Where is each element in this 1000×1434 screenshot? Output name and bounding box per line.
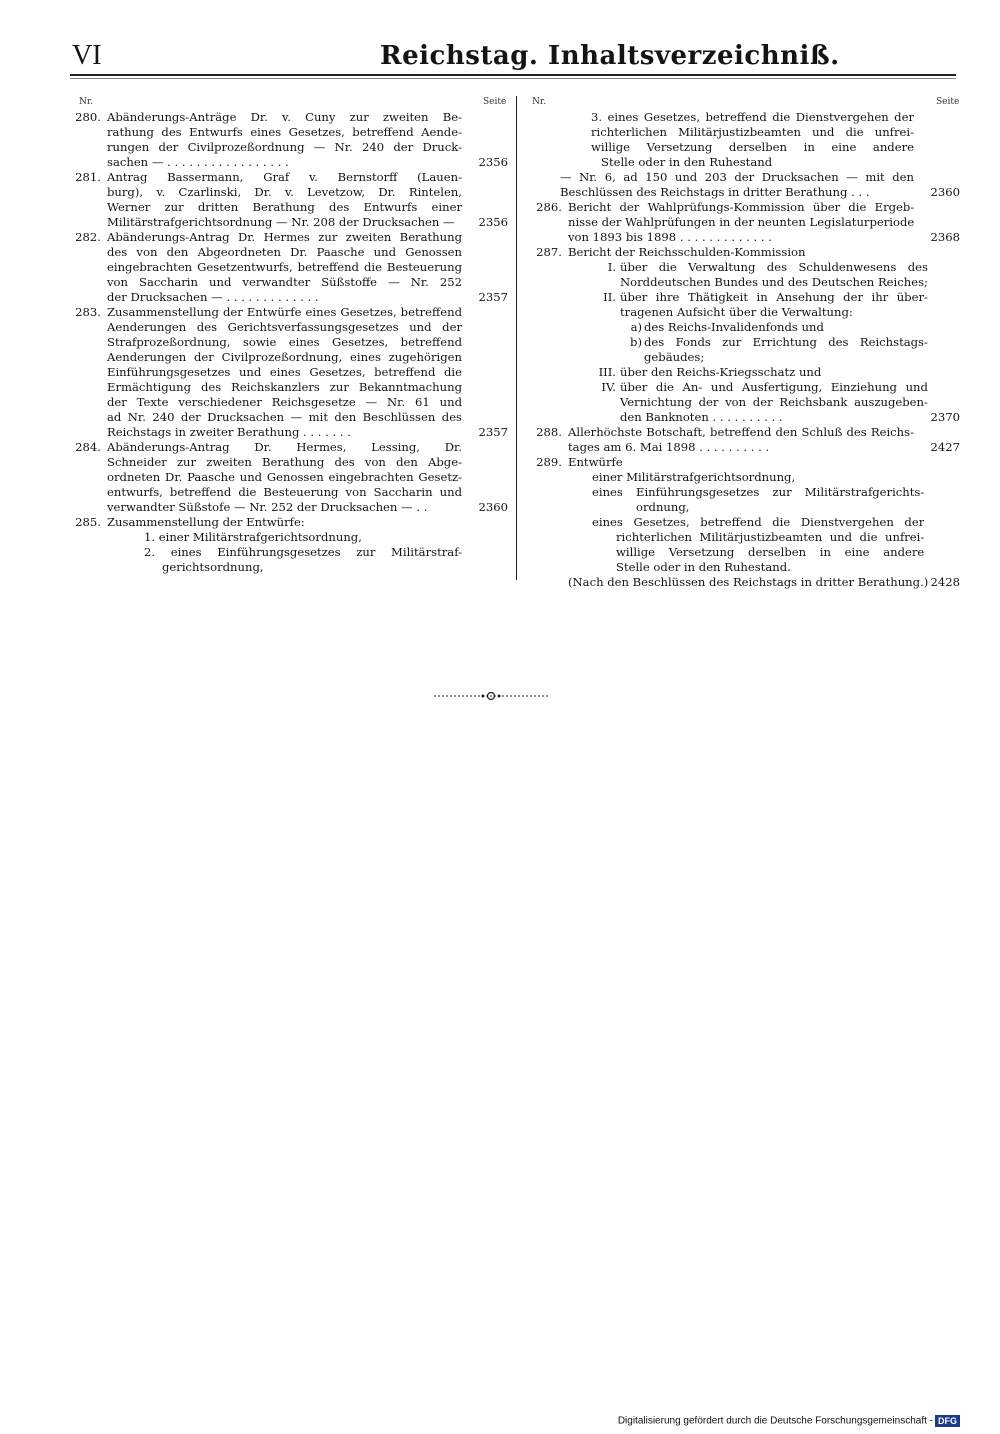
entry-line: der Drucksachen — . . . . . . . . . . . . . (107, 290, 319, 304)
page-reference: 2368 (930, 230, 960, 244)
entry-line: Einführungsgesetzes und eines Gesetzes, betreffend die (107, 365, 462, 379)
entry-line: der Texte verschiedener Reichsgesetze — Nr. 61 und (107, 395, 462, 409)
entry-line: eines Einführungsgesetzes zur Militärstrafgerichts- (592, 485, 925, 499)
entry-line: über die An- und Ausfertigung, Einziehung und (620, 380, 928, 394)
index-entry (523, 200, 960, 245)
page-reference: 2360 (478, 500, 508, 514)
item-mark: a) (630, 320, 642, 334)
footer-text: Digitalisierung gefördert durch die Deutsche Forschungsgemeinschaft - (617, 1415, 933, 1427)
entry-line: ordnung, (636, 500, 690, 514)
page-reference: 2356 (478, 155, 508, 169)
entry-text (107, 110, 508, 170)
entry-line: Stelle oder in den Ruhestand. (616, 560, 791, 574)
continued-tail (523, 170, 960, 200)
entry-line: Vernichtung der von der Reichsbank auszugeben- (620, 395, 928, 409)
entry-line: Aenderungen des Gerichtsverfassungsgesetzes und der (107, 320, 462, 334)
column-head-seite: Seite (483, 97, 507, 107)
entry-line: des Reichs-Invalidenfonds und (644, 320, 824, 334)
sub-item: gerichtsordnung, (162, 560, 264, 574)
entry-line: gebäudes; (644, 350, 705, 364)
entry-text (107, 230, 508, 305)
entry-line: tages am 6. Mai 1898 . . . . . . . . . . (568, 440, 770, 454)
entry-line: Strafprozeßordnung, sowie eines Gesetzes, betreffend (107, 335, 462, 349)
entry-line: sachen — . . . . . . . . . . . . . . . . . (107, 155, 289, 169)
sub-item (568, 260, 928, 290)
entry-text (568, 455, 970, 590)
column-divider (516, 96, 517, 580)
footer-credit (618, 1415, 960, 1427)
entry-line: entwurfs, betreffend die Besteuerung von Saccharin und (107, 485, 462, 499)
entry-text (568, 245, 974, 425)
entry-line: tragenen Aufsicht über die Verwaltung: (620, 305, 853, 319)
entry-line: richterlichen Militärjustizbeamten und die unfrei- (591, 125, 914, 139)
entry-line: Allerhöchste Botschaft, betreffend den Schluß des Reichs- (568, 425, 914, 439)
continued-entry (523, 110, 960, 200)
entry-line: über den Reichs-Kriegsschatz und (620, 365, 822, 379)
column-head-nr: Nr. (79, 97, 94, 107)
entry-text (107, 170, 508, 230)
entry-line: Ermächtigung des Reichskanzlers zur Bekanntmachung (107, 380, 462, 394)
entry-line: rungen der Civilprozeßordnung — Nr. 240 der Druck- (107, 140, 462, 154)
entry-line: von 1893 bis 1898 . . . . . . . . . . . . . (568, 230, 772, 244)
item-mark: b) (630, 335, 642, 349)
entry-number: 287. (536, 245, 562, 259)
item-mark: III. (598, 365, 616, 379)
entry-line: ordneten Dr. Paasche und Genossen eingebrachten Gesetz- (107, 470, 462, 484)
entry-number: 282. (75, 230, 101, 244)
entry-line: Militärstrafgerichtsordnung — Nr. 208 der Drucksachen — (107, 215, 455, 229)
index-entry (523, 425, 960, 455)
entry-line: Abänderungs-Anträge Dr. v. Cuny zur zweiten Be- (107, 110, 462, 124)
entry-line: willige Versetzung derselben in eine andere (616, 545, 925, 559)
index-entry (62, 110, 508, 170)
entry-text (107, 305, 508, 440)
entry-line: rathung des Entwurfs eines Gesetzes, betreffend Aende- (107, 125, 462, 139)
sub-item: 1. einer Militärstrafgerichtsordnung, (144, 530, 362, 544)
entry-number: 286. (536, 200, 562, 214)
entry-line: Stelle oder in den Ruhestand (601, 155, 773, 169)
sub-list (62, 530, 508, 575)
ornament-divider (434, 690, 549, 702)
entry-number: 289. (536, 455, 562, 469)
sub-item (568, 365, 928, 380)
entry-line: eingebrachten Gesetzentwurfs, betreffend die Besteuerung (107, 260, 462, 274)
entry-title: Entwürfe (568, 455, 623, 469)
entry-line: eines Gesetzes, betreffend die Dienstvergehen der (592, 515, 925, 529)
header-rule-thin (70, 78, 956, 79)
entry-line: einer Militärstrafgerichtsordnung, (592, 470, 796, 484)
entry-line: richterlichen Militärjustizbeamten und die unfrei- (616, 530, 925, 544)
dfg-logo: DFG (935, 1415, 960, 1427)
entry-line: Bericht der Wahlprüfungs-Kommission über die Ergeb- (568, 200, 915, 214)
left-column (62, 110, 508, 575)
page-reference: 2427 (930, 440, 960, 454)
sub-item (568, 320, 928, 335)
entry-line: verwandter Süßstofe — Nr. 252 der Drucksachen — . . (107, 500, 428, 514)
index-entry (62, 305, 508, 440)
entry-line: burg), v. Czarlinski, Dr. v. Levetzow, Dr. Rintelen, (107, 185, 462, 199)
entry-line: Zusammenstellung der Entwürfe: (107, 515, 305, 529)
entry-line: von Saccharin und verwandter Süßstoffe — Nr. 252 (107, 275, 462, 289)
entry-line: den Banknoten . . . . . . . . . . (620, 410, 783, 424)
index-entry (523, 245, 960, 425)
entry-text (568, 200, 960, 245)
index-entry (62, 515, 508, 530)
page-reference: 2357 (478, 290, 508, 304)
entry-number: 288. (536, 425, 562, 439)
entry-number: 281. (75, 170, 101, 184)
page-number: VI (72, 40, 102, 71)
sub-item (568, 380, 928, 425)
entry-line: Reichstags in zweiter Berathung . . . . . . . (107, 425, 351, 439)
page-title: Reichstag. Inhaltsverzeichniß. (380, 41, 840, 71)
entry-line: Werner zur dritten Berathung des Entwurfs einer (107, 200, 462, 214)
entry-number: 280. (75, 110, 101, 124)
page-reference: 2360 (930, 185, 960, 199)
sub-item (568, 335, 928, 365)
header-rule (70, 74, 956, 76)
continued-sub (523, 110, 960, 170)
entry-line: Zusammenstellung der Entwürfe eines Gesetzes, betreffend (107, 305, 462, 319)
entry-line: nisse der Wahlprüfungen in der neunten Legislaturperiode (568, 215, 915, 229)
entry-line: — Nr. 6, ad 150 und 203 der Drucksachen — mit den (560, 170, 914, 184)
item-mark: II. (603, 290, 616, 304)
entry-line: willige Versetzung derselben in eine andere (591, 140, 914, 154)
entry-line: über die Verwaltung des Schuldenwesens des (620, 260, 928, 274)
entry-line: Norddeutschen Bundes und des Deutschen Reiches; (620, 275, 928, 289)
entry-line: Antrag Bassermann, Graf v. Bernstorff (Lauen- (107, 170, 462, 184)
entry-text (107, 440, 508, 515)
page-reference: 2428 (930, 575, 960, 589)
entry-line: Abänderungs-Antrag Dr. Hermes, Lessing, Dr. (107, 440, 462, 454)
page-reference: 2370 (930, 410, 960, 424)
entry-text (107, 515, 508, 530)
entry-line: des von den Abgeordneten Dr. Paasche und Genossen (107, 245, 462, 259)
entry-title: Bericht der Reichsschulden-Kommission (568, 245, 806, 259)
page-reference: 2357 (478, 425, 508, 439)
entry-line: des Fonds zur Errichtung des Reichstags- (644, 335, 928, 349)
index-entry (62, 170, 508, 230)
page-reference: 2356 (478, 215, 508, 229)
entry-line: über ihre Thätigkeit in Ansehung der ihr über- (620, 290, 928, 304)
entry-line: (Nach den Beschlüssen des Reichstags in dritter Berathung.) (568, 575, 929, 589)
entry-line: Beschlüssen des Reichstags in dritter Berathung . . . (560, 185, 870, 199)
entry-line: 3. eines Gesetzes, betreffend die Dienstvergehen der (591, 110, 914, 124)
index-entry (523, 455, 960, 590)
right-column (523, 110, 960, 590)
entry-line: ad Nr. 240 der Drucksachen — mit den Beschlüssen des (107, 410, 462, 424)
index-entry (62, 230, 508, 305)
entry-number: 285. (75, 515, 101, 529)
entry-text (568, 425, 960, 455)
item-mark: IV. (601, 380, 616, 394)
column-head-seite: Seite (936, 97, 960, 107)
sub-item (568, 290, 928, 320)
entry-line: Schneider zur zweiten Berathung des von den Abge- (107, 455, 462, 469)
entry-line: Aenderungen der Civilprozeßordnung, eines zugehörigen (107, 350, 462, 364)
entry-line: Abänderungs-Antrag Dr. Hermes zur zweiten Berathung (107, 230, 462, 244)
entry-number: 283. (75, 305, 101, 319)
index-entry (62, 440, 508, 515)
column-head-nr: Nr. (532, 97, 547, 107)
entry-number: 284. (75, 440, 101, 454)
item-mark: I. (607, 260, 616, 274)
sub-item: 2. eines Einführungsgesetzes zur Militärstraf- (144, 545, 462, 559)
